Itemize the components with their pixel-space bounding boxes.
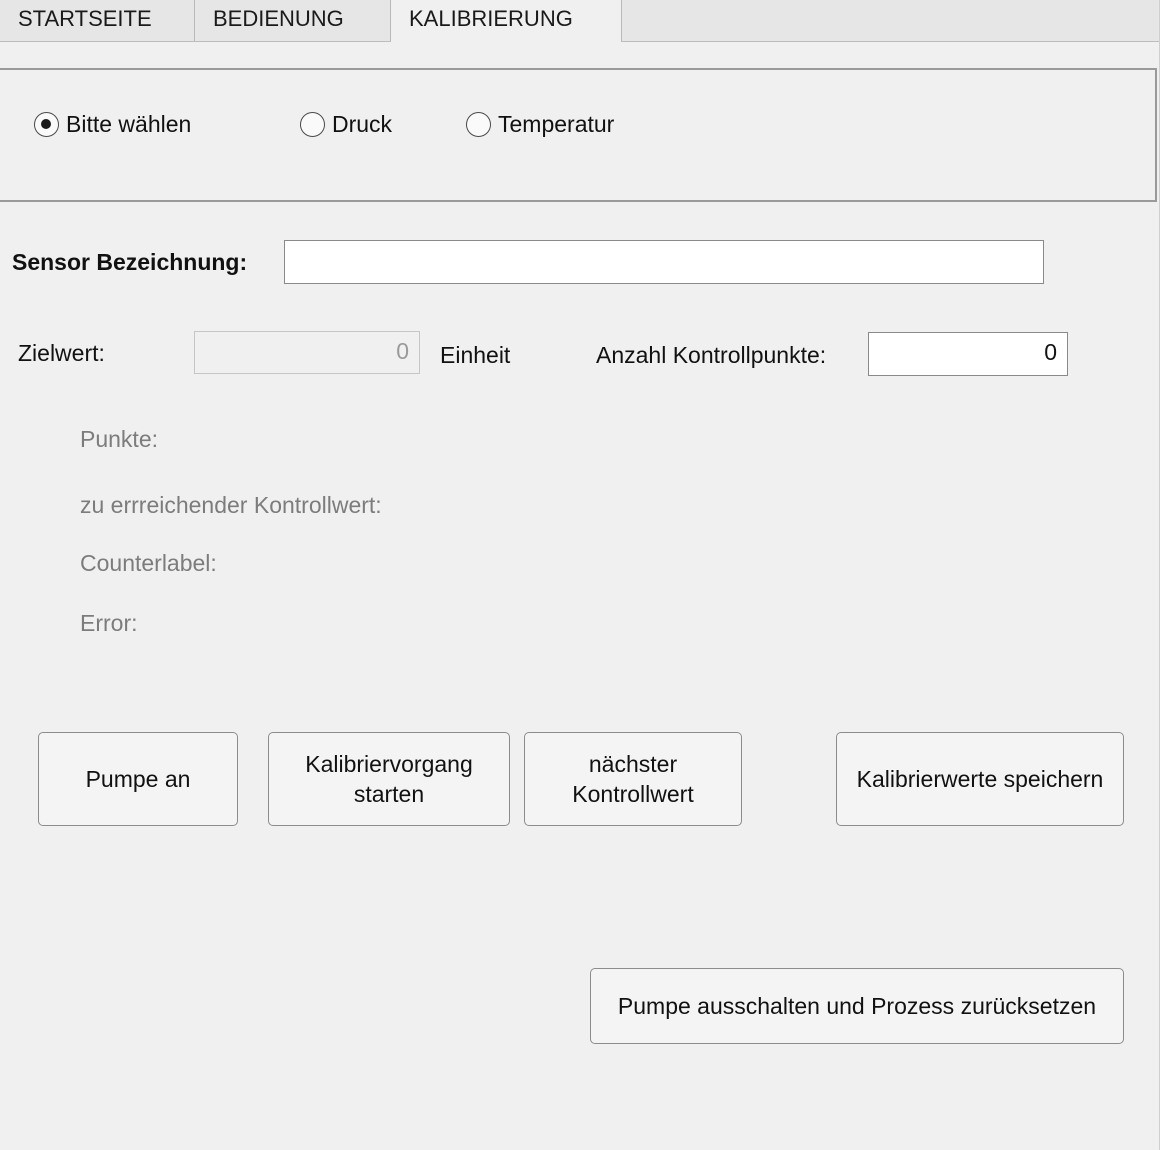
pump-on-button-label: Pumpe an [85, 766, 191, 792]
control-points-input[interactable]: 0 [868, 332, 1068, 376]
radio-druck[interactable] [300, 109, 392, 139]
target-value-field: 0 [194, 331, 420, 374]
radio-temperatur[interactable] [466, 109, 614, 139]
radio-bitte-waehlen[interactable] [34, 109, 191, 139]
save-calibration-values-button-label: Kalibrierwerte speichern [856, 766, 1104, 792]
radio-label: Temperatur [498, 110, 615, 137]
radio-label: Bitte wählen [66, 110, 192, 137]
radio-unselected-icon[interactable] [466, 112, 491, 137]
start-calibration-button[interactable] [268, 732, 510, 826]
error-label: Error: [80, 610, 138, 636]
tab-kalibrierung[interactable]: KALIBRIERUNG [390, 0, 622, 42]
sensor-name-label: Sensor Bezeichnung: [12, 249, 248, 275]
tab-bar [0, 0, 1162, 42]
tab-bedienung[interactable]: BEDIENUNG [195, 0, 391, 41]
pump-off-reset-button-label: Pumpe ausschalten und Prozess zurücksetzen [617, 993, 1097, 1019]
control-value-label: zu errreichender Kontrollwert: [80, 492, 382, 518]
radio-label: Druck [332, 110, 393, 137]
window-edge [1159, 0, 1176, 1150]
pump-off-reset-button[interactable] [590, 968, 1124, 1044]
save-calibration-values-button[interactable] [836, 732, 1124, 826]
pump-on-button[interactable] [38, 732, 238, 826]
control-points-label: Anzahl Kontrollpunkte: [596, 342, 827, 368]
points-label: Punkte: [80, 426, 158, 452]
target-value-label: Zielwert: [18, 340, 105, 366]
start-calibration-button-label-line2: starten [353, 781, 425, 807]
sensor-name-input[interactable] [284, 240, 1044, 284]
counter-label: Counterlabel: [80, 550, 217, 576]
radio-selected-icon[interactable] [34, 112, 59, 137]
unit-label: Einheit [440, 342, 511, 368]
next-control-value-button-label-line1: nächster [588, 751, 678, 777]
start-calibration-button-label-line1: Kalibriervorgang [305, 751, 473, 777]
tab-startseite[interactable]: STARTSEITE [0, 0, 195, 41]
next-control-value-button[interactable] [524, 732, 742, 826]
radio-unselected-icon[interactable] [300, 112, 325, 137]
next-control-value-button-label-line2: Kontrollwert [572, 781, 694, 807]
